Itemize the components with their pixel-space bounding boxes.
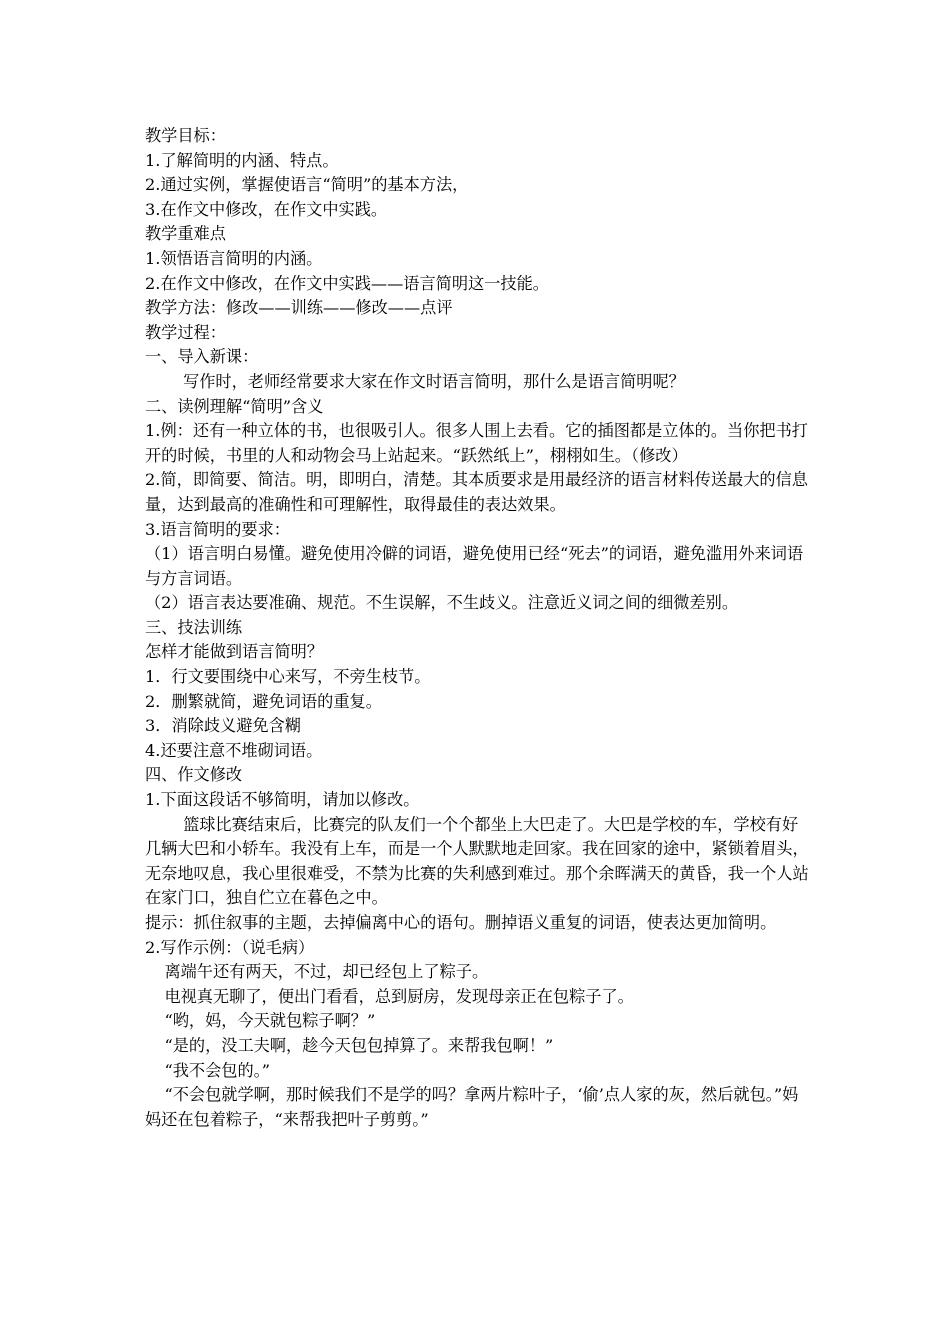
paragraph: 1.了解简明的内涵、特点。 — [145, 150, 339, 170]
paragraph: 提示：抓住叙事的主题，去掉偏离中心的语句。删掉语义重复的词语，使表达更加简明。 — [145, 913, 777, 932]
paragraph: 四、作文修改 — [145, 765, 243, 785]
paragraph: 3.在作文中修改，在作文中实践。 — [145, 199, 388, 219]
paragraph: “我不会包的。” — [164, 1060, 271, 1080]
paragraph: 教学方法：修改——训练——修改——点评 — [145, 298, 453, 318]
paragraph: 4.还要注意不堆砌词语。 — [145, 740, 323, 760]
paragraph: 离端午还有两天，不过，却已经包上了粽子。 — [164, 962, 489, 982]
paragraph: 电视真无聊了，便出门看看，总到厨房，发现母亲正在包粽子了。 — [164, 986, 634, 1006]
paragraph: 2．删繁就简，避免词语的重复。 — [145, 691, 382, 711]
paragraph: （1）语言明白易懂。避免使用冷僻的词语，避免使用已经“死去”的词语，避免滥用外来词语与方言词语。 — [145, 544, 804, 588]
paragraph: 教学重难点 — [145, 224, 226, 244]
paragraph: 3．消除歧义避免含糊 — [145, 716, 301, 736]
paragraph: 一、导入新课： — [145, 347, 259, 367]
paragraph: 三、技法训练 — [145, 617, 243, 637]
paragraph: “是的，没工夫啊，趁今天包包掉算了。来帮我包啊！” — [164, 1035, 554, 1055]
paragraph: 1.下面这段话不够简明，请加以修改。 — [145, 790, 420, 810]
paragraph: （2）语言表达要准确、规范。不生误解，不生歧义。注意近义词之间的细微差别。 — [145, 593, 739, 613]
paragraph: 教学过程： — [145, 322, 226, 342]
document-body — [145, 124, 810, 1132]
paragraph: 2.简，即简要、简洁。明，即明白，清楚。其本质要求是用最经济的语言材料传送最大的信息量，达到最高的准确性和可理解性，取得最佳的表达效果。 — [145, 470, 808, 514]
paragraph: “不会包就学啊，那时候我们不是学的吗？拿两片粽叶子，‘偷’点人家的灰，然后就包。”妈妈还在包着粽子，“来帮我把叶子剪剪。” — [145, 1085, 799, 1129]
paragraph: 3.语言简明的要求： — [145, 519, 290, 539]
paragraph: 2.写作示例：（说毛病） — [145, 937, 315, 957]
paragraph: 2.通过实例，掌握使语言“简明”的基本方法， — [145, 175, 469, 195]
paragraph: 篮球比赛结束后，比赛完的队友们一个个都坐上大巴走了。大巴是学校的车，学校有好几辆大巴和小轿车。我没有上车，而是一个人默默地走回家。我在回家的途中，紧锁着眉头，无奈地叹息，我心里很难受，不禁为比赛的失利感到难过。那个余晖满天的黄昏，我一个人站在家门口，独自伫立在暮色之中。 — [145, 814, 809, 908]
paragraph: “哟，妈，今天就包粽子啊？” — [164, 1011, 376, 1031]
paragraph: 二、读例理解“简明”含义 — [145, 396, 324, 416]
paragraph: 2.在作文中修改，在作文中实践——语言简明这一技能。 — [145, 273, 549, 293]
paragraph: 教学目标： — [145, 126, 226, 145]
paragraph: 1．行文要围绕中心来写，不旁生枝节。 — [145, 667, 431, 687]
paragraph: 1.例：还有一种立体的书，也很吸引人。很多人围上去看。它的插图都是立体的。当你把书打开的时候，书里的人和动物会马上站起来。“跃然纸上”，栩栩如生。（修改） — [145, 421, 808, 465]
paragraph: 写作时，老师经常要求大家在作文时语言简明，那什么是语言简明呢？ — [183, 371, 685, 391]
paragraph: 怎样才能做到语言简明？ — [145, 642, 324, 662]
paragraph: 1.领悟语言简明的内涵。 — [145, 248, 323, 268]
